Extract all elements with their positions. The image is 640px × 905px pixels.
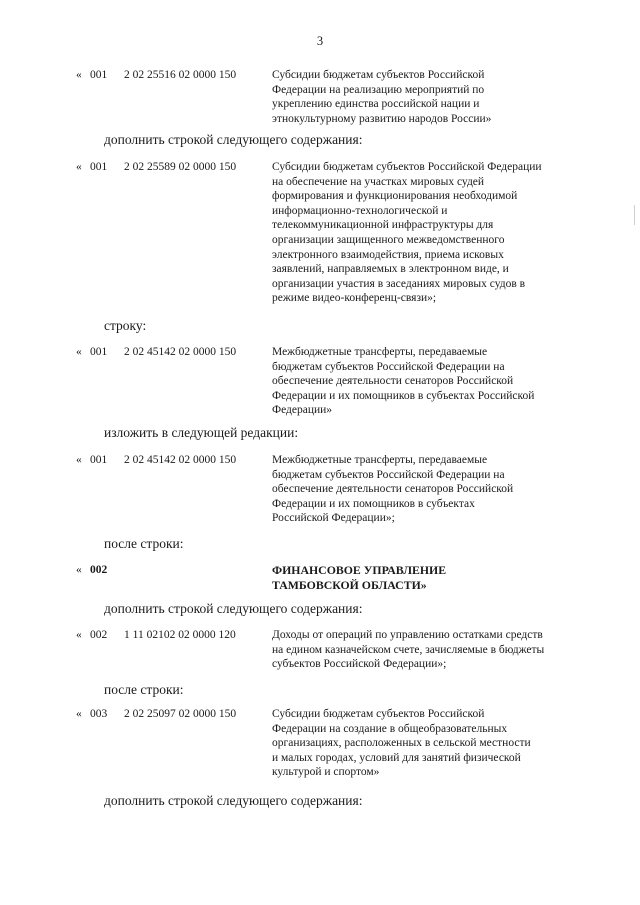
- page-number: 3: [316, 34, 324, 48]
- description-line: Субсидии бюджетам субъектов Российской Федерации: [272, 161, 542, 173]
- budget-classification-code: 2 02 25589 02 0000 150: [124, 161, 237, 173]
- admin-code: 001: [90, 454, 108, 466]
- description-line: Федерации и их помощников в субъектах Российской: [272, 389, 535, 402]
- instruction-text: дополнить строкой следующего содержания:: [104, 601, 363, 616]
- description-line: и малых городах, условий для занятий физической: [272, 751, 521, 764]
- opening-quote: «: [76, 69, 82, 81]
- admin-code: 001: [90, 346, 108, 358]
- admin-code: 002: [90, 564, 108, 576]
- description-line: Федерации на реализацию мероприятий по: [272, 83, 485, 96]
- budget-classification-code: 2 02 25516 02 0000 150: [124, 69, 237, 81]
- description-line: Федерации»: [272, 404, 333, 417]
- description-line: электронного взаимодействия, приема исковых: [272, 248, 504, 261]
- opening-quote: «: [76, 346, 82, 358]
- description-line: на едином казначейском счете, зачисляемые в бюджеты: [272, 643, 545, 656]
- description-line: режиме видео-конференц-связи»;: [272, 292, 437, 305]
- instruction-text: дополнить строкой следующего содержания:: [104, 793, 363, 808]
- description-line: культурой и спортом»: [272, 766, 380, 779]
- instruction-text: дополнить строкой следующего содержания:: [104, 132, 363, 147]
- entry-description: [272, 707, 576, 780]
- description-line: обеспечение деятельности сенаторов Российской: [272, 483, 514, 496]
- instruction-text: изложить в следующей редакции:: [104, 425, 299, 440]
- entry-description: [272, 453, 576, 526]
- heading-line: ФИНАНСОВОЕ УПРАВЛЕНИЕ: [272, 563, 447, 577]
- description-line: формирования и функционирования необходимой: [272, 190, 518, 203]
- opening-quote: «: [76, 161, 82, 173]
- admin-code: 001: [90, 69, 108, 81]
- description-line: на обеспечение на участках мировых судей: [272, 175, 485, 188]
- description-line: укреплению единства российской нации и: [272, 98, 480, 111]
- description-line: Доходы от операций по управлению остатками средств: [272, 629, 543, 641]
- description-line: заявлений, направляемых в электронном виде, и: [272, 263, 509, 276]
- opening-quote: «: [76, 708, 82, 720]
- description-line: бюджетам субъектов Российской Федерации на: [272, 360, 505, 373]
- opening-quote: «: [76, 454, 82, 466]
- entry-description: [272, 68, 576, 126]
- budget-classification-code: 1 11 02102 02 0000 120: [124, 629, 236, 641]
- admin-code: 002: [90, 629, 108, 641]
- description-line: организации защищенного межведомственного: [272, 233, 505, 246]
- description-line: этнокультурному развитию народов России»: [272, 112, 492, 125]
- entry-description: [272, 345, 576, 418]
- scan-margin-mark: [634, 205, 638, 225]
- description-line: обеспечение деятельности сенаторов Российской: [272, 375, 514, 388]
- entry-description: [272, 628, 576, 672]
- description-line: организациях, расположенных в сельской местности: [272, 737, 531, 750]
- description-line: Межбюджетные трансферты, передаваемые: [272, 346, 488, 358]
- description-line: субъектов Российской Федерации»;: [272, 658, 447, 671]
- administrator-heading: [272, 563, 582, 593]
- description-line: Федерации и их помощников в субъектах: [272, 497, 475, 510]
- description-line: Субсидии бюджетам субъектов Российской: [272, 708, 485, 720]
- description-line: Межбюджетные трансферты, передаваемые: [272, 454, 488, 466]
- heading-line: ТАМБОВСКОЙ ОБЛАСТИ»: [272, 577, 427, 592]
- admin-code: 003: [90, 708, 108, 720]
- budget-classification-code: 2 02 25097 02 0000 150: [124, 708, 237, 720]
- budget-classification-code: 2 02 45142 02 0000 150: [124, 346, 237, 358]
- opening-quote: «: [76, 629, 82, 641]
- description-line: телекоммуникационной инфраструктуры для: [272, 219, 494, 232]
- instruction-text: после строки:: [104, 536, 184, 551]
- instruction-text: после строки:: [104, 682, 184, 697]
- entry-description: [272, 160, 576, 306]
- budget-classification-code: 2 02 45142 02 0000 150: [124, 454, 237, 466]
- description-line: Федерации на создание в общеобразовательных: [272, 722, 508, 735]
- description-line: информационно-технологической и: [272, 204, 448, 217]
- admin-code: 001: [90, 161, 108, 173]
- description-line: бюджетам субъектов Российской Федерации на: [272, 468, 505, 481]
- description-line: организации участия в заседаниях мировых судов в: [272, 277, 526, 290]
- opening-quote: «: [76, 564, 82, 576]
- description-line: Российской Федерации»;: [272, 512, 395, 525]
- instruction-text: строку:: [104, 318, 147, 333]
- description-line: Субсидии бюджетам субъектов Российской: [272, 69, 485, 81]
